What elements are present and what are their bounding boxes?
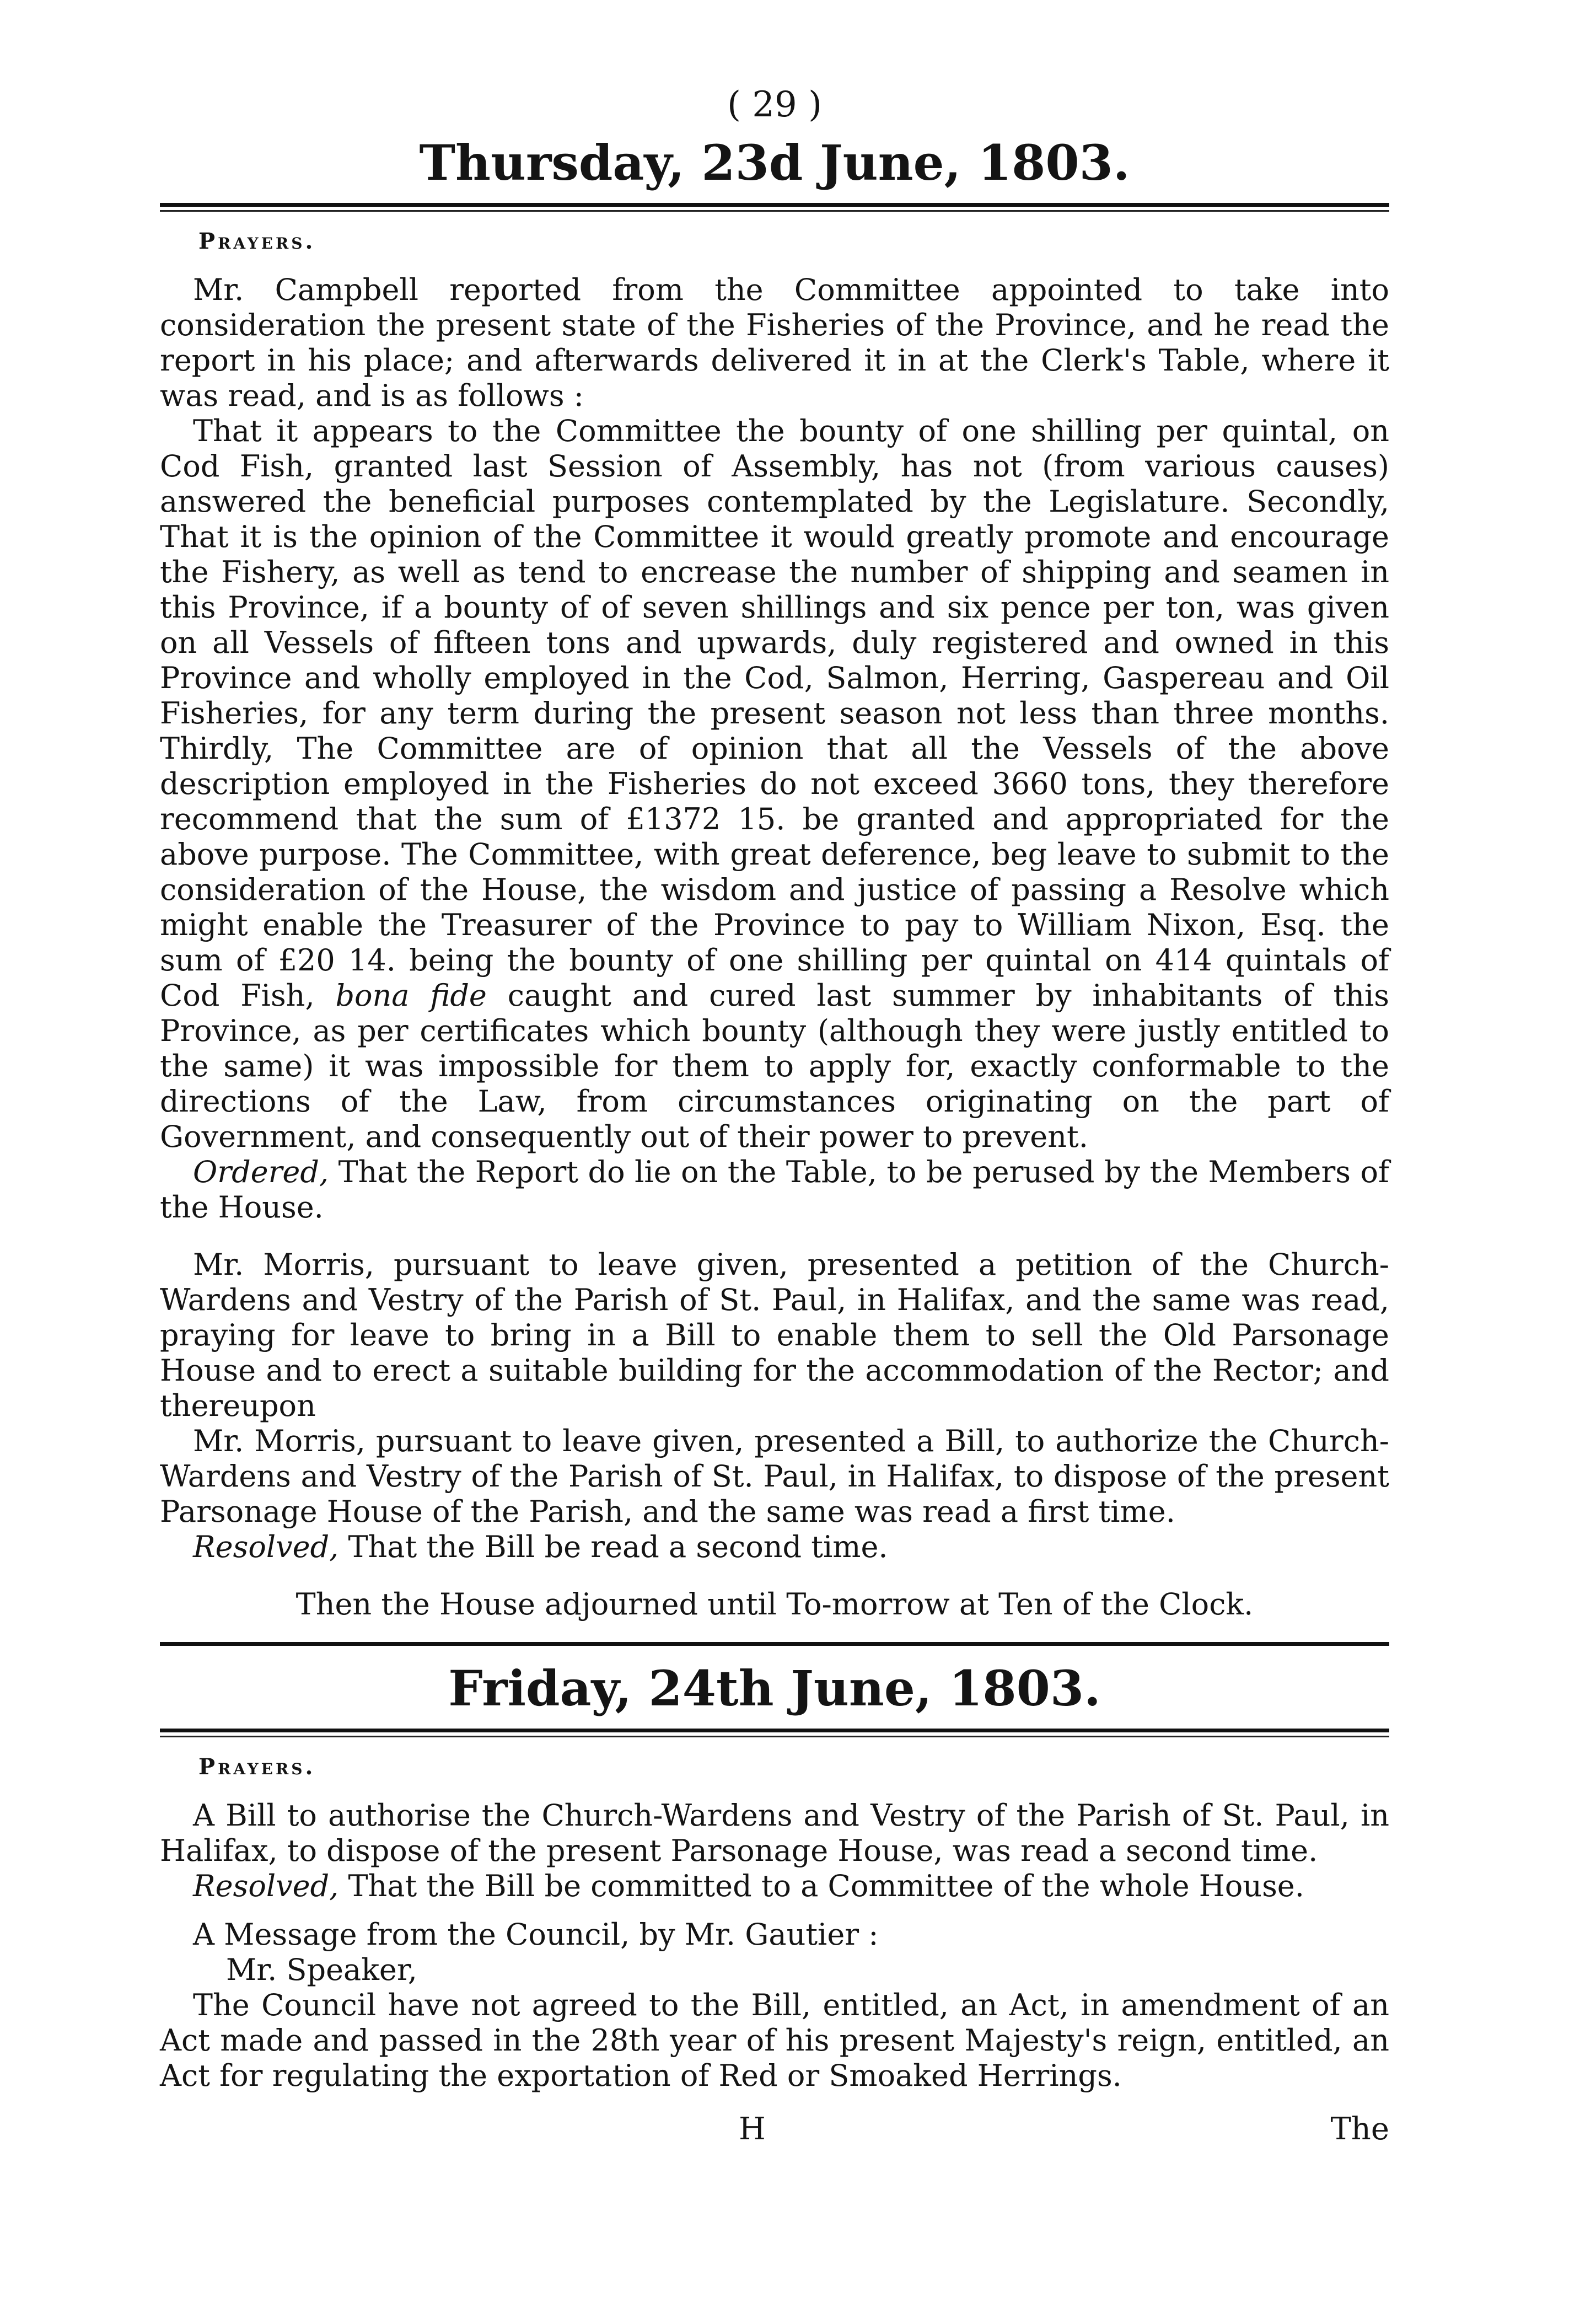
resolved-text: That the Bill be committed to a Committee of the whole House. bbox=[348, 1869, 1304, 1903]
resolved-paragraph bbox=[160, 1529, 1389, 1565]
prayers-label: Prayers. bbox=[198, 1754, 316, 1780]
message-intro: A Message from the Council, by Mr. Gautier : bbox=[193, 1917, 879, 1952]
heading-rule bbox=[160, 203, 1389, 207]
page-footer bbox=[160, 2110, 1389, 2149]
heading-rule-thin bbox=[160, 210, 1389, 212]
catchword: The bbox=[1330, 2111, 1389, 2147]
resolved-paragraph bbox=[160, 1869, 1389, 1904]
report-text: That it appears to the Committee the bounty of one shilling per quintal, on Cod Fish, granted last Session of Assembly, has not (from various causes) answered the beneficial purposes contemplated by the Legislature. Secondly, That it is the opinion of the Committee it would greatly promote and encourage the Fishery, as well as tend to encrease the number of shipping and seamen in this Province, if a bounty of of seven shillings and six pence per ton, was given on all Vessels of fifteen tons and upwards, duly registered and owned in this Province and wholly employed in the Cod, Salmon, Herring, Gaspereau and Oil Fisheries, for any term during the present season not less than three months. Thirdly, The Committee are of opinion that all the Vessels of the above description employed in the Fisheries do not exceed 3660 tons, they therefore recommend that the sum of £1372 15. be granted and appropriated for the above purpose. The Committee, with great deference, beg leave to submit to the consideration of the House, the wisdom and justice of passing a Resolve which might enable the Treasurer of the Province to pay to William Nixon, Esq. the sum of £20 14. being the bounty of one shilling per quintal on 414 quintals of Cod Fish, bbox=[160, 414, 1389, 1013]
heading-rule bbox=[160, 1729, 1389, 1732]
signature-mark: H bbox=[739, 2111, 766, 2147]
date-heading-thursday: Thursday, 23d June, 1803. bbox=[419, 134, 1130, 191]
message-salutation: Mr. Speaker, bbox=[226, 1952, 417, 1987]
date-heading-friday: Friday, 24th June, 1803. bbox=[448, 1660, 1101, 1717]
heading-rule-thin bbox=[160, 1736, 1389, 1737]
morris-bill-paragraph: Mr. Morris, pursuant to leave given, presented a Bill, to authorize the Church-Wardens and Vestry of the Parish of St. Paul, in Halifax, to dispose of the present Parsonage House of the Parish, and the same was read a first time. bbox=[160, 1424, 1389, 1529]
adjournment-line: Then the House adjourned until To-morrow at Ten of the Clock. bbox=[295, 1587, 1254, 1622]
ordered-label: Ordered, bbox=[193, 1155, 329, 1189]
section-rule bbox=[160, 1642, 1389, 1646]
resolved-label: Resolved, bbox=[193, 1529, 339, 1564]
page-number: ( 29 ) bbox=[727, 84, 823, 125]
resolved-text: That the Bill be read a second time. bbox=[348, 1529, 888, 1564]
journal-page bbox=[160, 83, 1389, 2149]
ordered-paragraph bbox=[160, 1155, 1389, 1225]
campbell-report-paragraph: Mr. Campbell reported from the Committee appointed to take into consideration the present state of the Fisheries of the Province, and he read the report in his place; and afterwards delivered it in at the Clerk's Table, where it was read, and is as follows : bbox=[160, 272, 1389, 413]
morris-petition-paragraph: Mr. Morris, pursuant to leave given, presented a petition of the Church-Wardens and Vestry of the Parish of St. Paul, in Halifax, and the same was read, praying for leave to bring in a Bill to enable them to sell the Old Parsonage House and to erect a suitable building for the accommodation of the Rector; and thereupon bbox=[160, 1247, 1389, 1423]
bona-fide-italic: bona fide bbox=[335, 978, 487, 1013]
second-reading-paragraph: A Bill to authorise the Church-Wardens and Vestry of the Parish of St. Paul, in Halifax, to dispose of the present Parsonage House, was read a second time. bbox=[160, 1798, 1389, 1868]
prayers-label: Prayers. bbox=[198, 228, 316, 254]
resolved-label: Resolved, bbox=[193, 1869, 339, 1903]
report-text-end: caught and cured last summer by inhabitants of this Province, as per certificates which bounty (although they were justly entitled to the same) it was impossible for them to apply for, exactly conformable to the directions of the Law, from circumstances originating on the part of Government, and consequently out of their power to prevent. bbox=[160, 978, 1389, 1154]
message-body: The Council have not agreed to the Bill, entitled, an Act, in amendment of an Act made and passed in the 28th year of his present Majesty's reign, entitled, an Act for regulating the exportation of Red or Smoaked Herrings. bbox=[160, 1988, 1389, 2093]
ordered-text: That the Report do lie on the Table, to be perused by the Members of the House. bbox=[160, 1155, 1389, 1225]
committee-report-paragraph bbox=[160, 414, 1389, 1155]
